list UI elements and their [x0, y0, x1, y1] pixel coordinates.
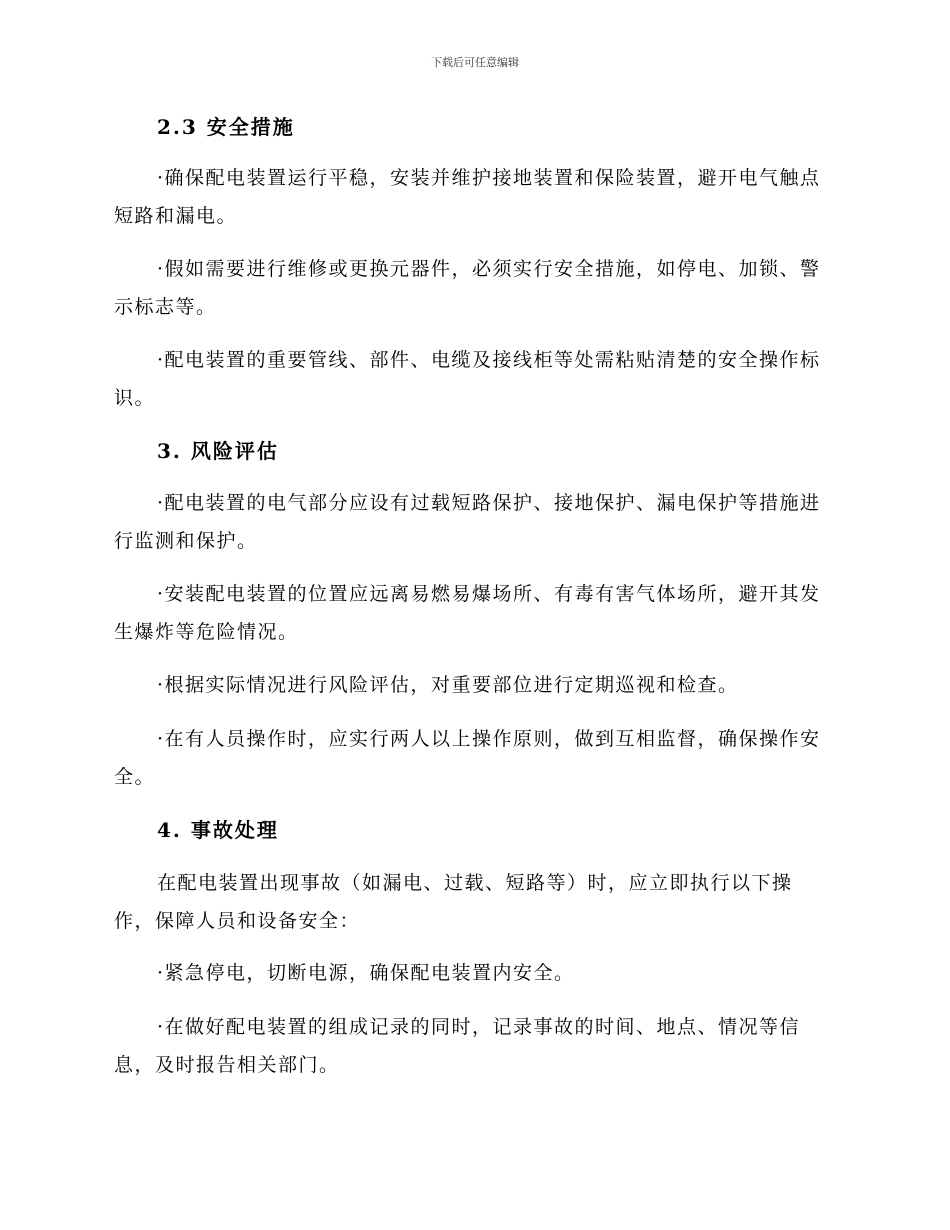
paragraph: ·假如需要进行维修或更换元器件，必须实行安全措施，如停电、加锁、警示标志等。 — [114, 258, 821, 318]
section-heading: 2.3 安全措施 — [157, 115, 295, 139]
page-header: 下载后可任意编辑 — [431, 56, 519, 69]
section-heading: 4. 事故处理 — [157, 818, 279, 842]
paragraph: ·紧急停电，切断电源，确保配电装置内安全。 — [157, 962, 575, 984]
section-heading: 3. 风险评估 — [157, 439, 279, 463]
paragraph: ·配电装置的重要管线、部件、电缆及接线柜等处需粘贴清楚的安全操作标识。 — [114, 349, 821, 409]
paragraph: ·根据实际情况进行风险评估，对重要部位进行定期巡视和检查。 — [157, 674, 739, 696]
paragraph: ·在有人员操作时，应实行两人以上操作原则，做到互相监督，确保操作安全。 — [114, 728, 821, 788]
paragraph: ·在做好配电装置的组成记录的同时，记录事故的时间、地点、情况等信息，及时报告相关部门。 — [114, 1016, 801, 1076]
paragraph: ·确保配电装置运行平稳，安装并维护接地装置和保险装置，避开电气触点短路和漏电。 — [114, 167, 821, 227]
paragraph: 在配电装置出现事故（如漏电、过载、短路等）时，应立即执行以下操作，保障人员和设备安全： — [114, 872, 793, 932]
paragraph: ·安装配电装置的位置应远离易燃易爆场所、有毒有害气体场所，避开其发生爆炸等危险情况。 — [114, 583, 821, 643]
paragraph: ·配电装置的电气部分应设有过载短路保护、接地保护、漏电保护等措施进行监测和保护。 — [114, 492, 821, 552]
